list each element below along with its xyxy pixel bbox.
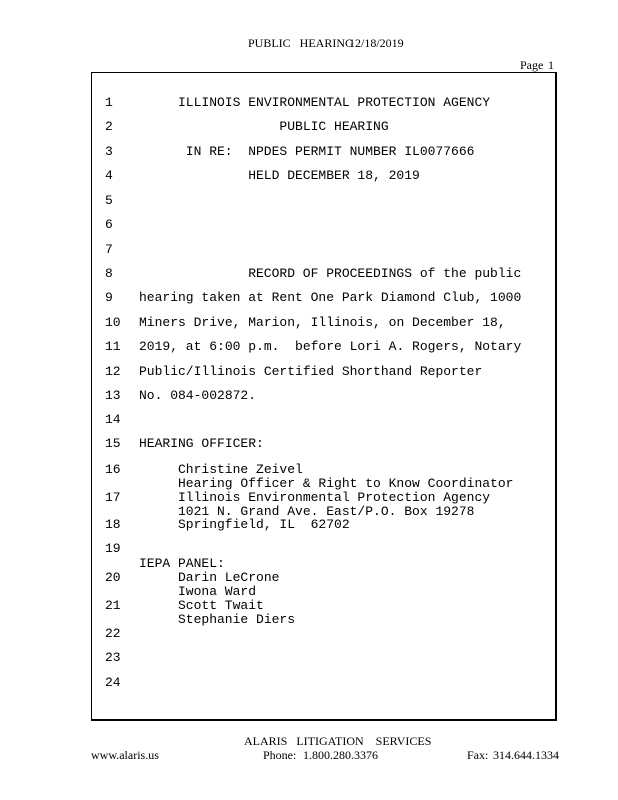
line-number: 8 [105, 266, 113, 281]
line-text: HEARING OFFICER: [139, 436, 264, 451]
page-label: Page [520, 58, 544, 72]
line-text: Scott Twait [178, 598, 264, 613]
line-number: 22 [105, 626, 121, 641]
line-text: RECORD OF PROCEEDINGS of the public [248, 266, 522, 281]
footer-phone-label: Phone: [263, 748, 297, 762]
line-text: IEPA PANEL: [139, 556, 225, 571]
footer-company: ALARIS LITIGATION SERVICES [244, 734, 432, 748]
line-number: 16 [105, 462, 121, 477]
line-text: HELD DECEMBER 18, 2019 [248, 168, 420, 183]
line-number: 13 [105, 388, 121, 403]
header-title: PUBLIC HEARING [248, 36, 354, 50]
line-number: 15 [105, 436, 121, 451]
line-text: 2019, at 6:00 p.m. before Lori A. Rogers, Notary [139, 339, 522, 354]
line-number: 18 [105, 517, 121, 532]
line-number: 14 [105, 412, 121, 427]
line-number: 19 [105, 541, 121, 556]
line-number: 2 [105, 119, 113, 134]
line-number: 24 [105, 675, 121, 690]
line-text: IN RE: NPDES PERMIT NUMBER IL0077666 [185, 144, 475, 159]
line-number: 1 [105, 95, 113, 110]
line-number: 21 [105, 598, 121, 613]
footer-phone: 1.800.280.3376 [303, 748, 378, 762]
line-number: 6 [105, 217, 113, 232]
line-text: Iwona Ward [178, 584, 257, 599]
line-text: PUBLIC HEARING [279, 119, 389, 134]
line-text: 1021 N. Grand Ave. East/P.O. Box 19278 [178, 504, 475, 519]
footer-website: www.alaris.us [91, 748, 159, 762]
line-text: Springfield, IL 62702 [178, 517, 350, 532]
page-number: 1 [548, 58, 554, 72]
footer-fax-label: Fax: [467, 748, 489, 762]
line-text: ILLINOIS ENVIRONMENTAL PROTECTION AGENCY [178, 95, 491, 110]
line-number: 9 [105, 290, 113, 305]
line-number: 4 [105, 168, 113, 183]
line-text: Hearing Officer & Right to Know Coordinator [178, 476, 514, 491]
line-number: 12 [105, 364, 121, 379]
line-number: 10 [105, 315, 121, 330]
line-number: 7 [105, 242, 113, 257]
line-number: 23 [105, 650, 121, 665]
line-text: Public/Illinois Certified Shorthand Reporter [139, 364, 483, 379]
footer-fax: 314.644.1334 [493, 748, 559, 762]
line-text: Stephanie Diers [178, 612, 296, 627]
line-text: hearing taken at Rent One Park Diamond Club, 1000 [139, 290, 522, 305]
line-number: 11 [105, 339, 121, 354]
line-text: Christine Zeivel [178, 462, 303, 477]
header-date: 12/18/2019 [349, 36, 404, 50]
line-text: No. 084-002872. [139, 388, 257, 403]
line-text: Miners Drive, Marion, Illinois, on December 18, [139, 315, 506, 330]
transcript-body [91, 72, 557, 721]
line-number: 20 [105, 570, 121, 585]
line-number: 5 [105, 193, 113, 208]
line-number: 17 [105, 490, 121, 505]
line-text: Illinois Environmental Protection Agency [178, 490, 491, 505]
line-number: 3 [105, 144, 113, 159]
line-text: Darin LeCrone [178, 570, 280, 585]
